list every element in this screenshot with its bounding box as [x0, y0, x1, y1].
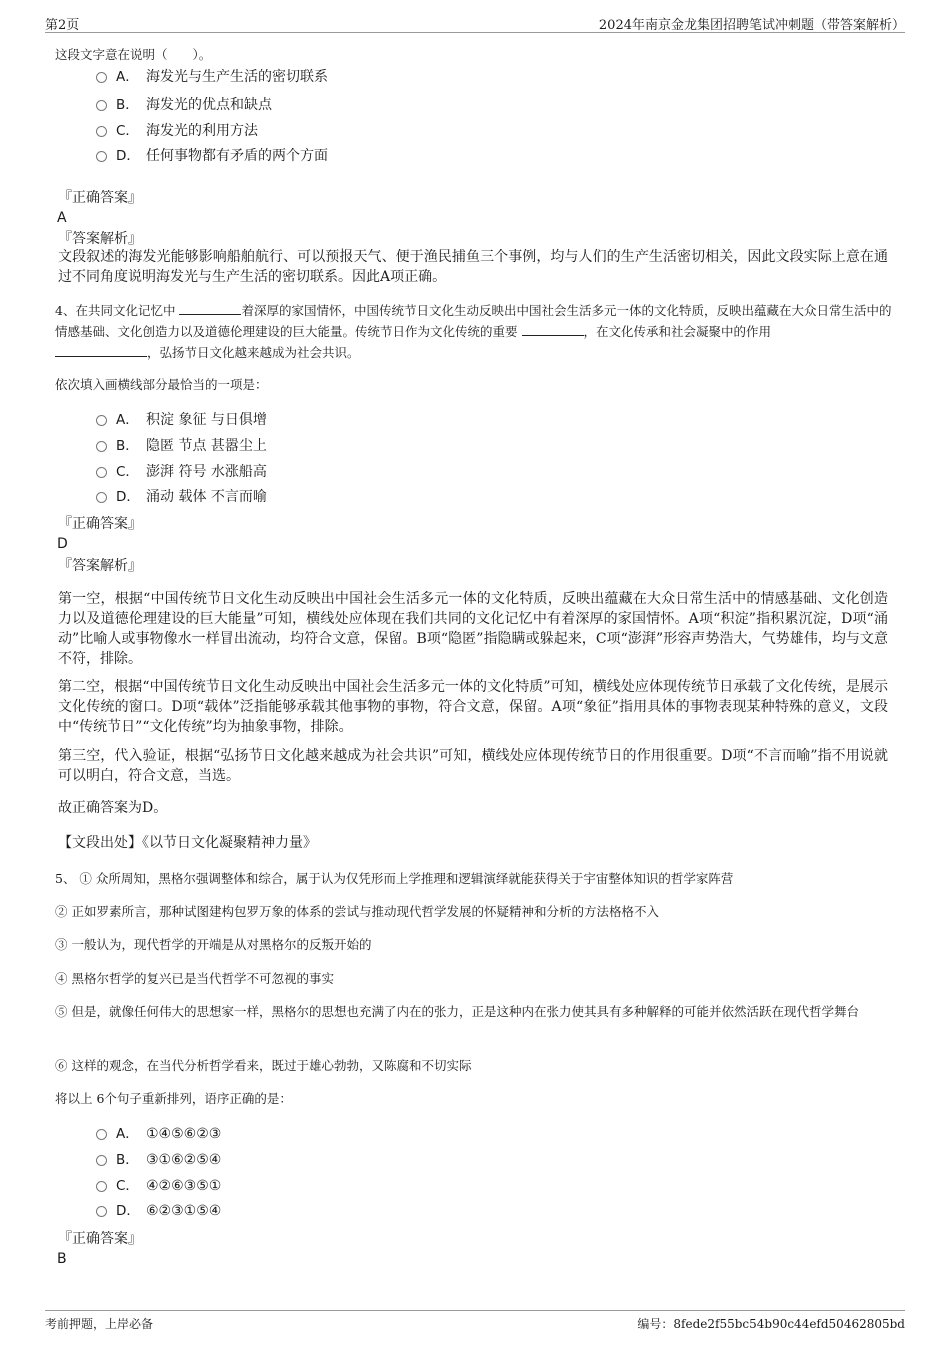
- q4-answer: D: [57, 536, 68, 552]
- q5-sentence-3: ③ 一般认为，现代哲学的开端是从对黑格尔的反叛开始的: [55, 937, 372, 952]
- q5-option-c[interactable]: C． ④②⑥③⑤①: [96, 1176, 221, 1196]
- radio-icon[interactable]: [96, 492, 107, 503]
- q3-option-a[interactable]: A． 海发光与生产生活的密切联系: [96, 67, 328, 87]
- q3-option-b[interactable]: B． 海发光的优点和缺点: [96, 95, 272, 115]
- radio-icon[interactable]: [96, 100, 107, 111]
- q4-stem: 4、在共同文化记忆中 着深厚的家国情怀，中国传统节日文化生动反映出中国社会生活多元一体的文化特质，反映出蕴藏在大众日常生活中的情感基础、文化创造力以及道德伦理建设的巨大能量。传统节日作为文化传统的重要 ，在文化传承和社会凝聚中的作用 ，弘扬节日文化越来越成为社会共识。: [55, 300, 895, 363]
- q3-option-c[interactable]: C． 海发光的利用方法: [96, 121, 258, 141]
- q4-source: 【文段出处】《以节日文化凝聚精神力量》: [58, 835, 317, 851]
- q5-option-b[interactable]: B． ③①⑥②⑤④: [96, 1150, 221, 1170]
- q4-option-b[interactable]: B． 隐匿 节点 甚嚣尘上: [96, 436, 267, 456]
- q4-option-c[interactable]: C． 澎湃 符号 水涨船高: [96, 462, 267, 482]
- q4-option-a[interactable]: A． 积淀 象征 与日俱增: [96, 410, 267, 430]
- q3-answer: A: [57, 210, 67, 226]
- q5-sentence-6: ⑥ 这样的观念，在当代分析哲学看来，既过于雄心勃勃，又陈腐和不切实际: [55, 1058, 472, 1073]
- q4-analysis-paragraph-1: 第一空，根据“中国传统节日文化生动反映出中国社会生活多元一体的文化特质，反映出蕴藏在大众日常生活中的情感基础、文化创造力以及道德伦理建设的巨大能量”可知，横线处应体现在我们共同的文化记忆中有着深厚的家国情怀。A项“积淀”指积累沉淀，D项“涌动”比喻人或事物像水一样冒出流动，均符合文意，保留。B项“隐匿”指隐瞒或躲起来，C项“澎湃”形容声势浩大，气势雄伟，均与文意不符，排除。: [58, 591, 888, 667]
- q5-sentence-5: ⑤ 但是，就像任何伟大的思想家一样，黑格尔的思想也充满了内在的张力，正是这种内在张力使其具有多种解释的可能并依然活跃在现代哲学舞台: [55, 1004, 859, 1019]
- q3-analysis: 文段叙述的海发光能够影响船舶航行、可以预报天气、便于渔民捕鱼三个事例，均与人们的生产生活密切相关，因此文段实际上意在通过不同角度说明海发光与生产生活的密切联系。因此A项正确。: [58, 249, 888, 285]
- blank-line: [522, 321, 584, 336]
- q4-analysis-paragraph-3: 第三空，代入验证，根据“弘扬节日文化越来越成为社会共识”可知，横线处应体现传统节日的作用很重要。D项“不言而喻”指不用说就可以明白，符合文意，当选。: [58, 748, 888, 784]
- document-title: 2024年南京金龙集团招聘笔试冲刺题（带答案解析）: [598, 18, 905, 33]
- q3-option-d[interactable]: D． 任何事物都有矛盾的两个方面: [96, 146, 328, 166]
- q4-analysis-paragraph-4: 故正确答案为D。: [58, 800, 168, 816]
- q5-sentence-4: ④ 黑格尔哲学的复兴已是当代哲学不可忽视的事实: [55, 971, 334, 986]
- radio-icon[interactable]: [96, 151, 107, 162]
- q4-option-d[interactable]: D． 涌动 载体 不言而喻: [96, 487, 267, 507]
- footer-slogan: 考前押题，上岸必备: [45, 1317, 154, 1331]
- radio-icon[interactable]: [96, 441, 107, 452]
- q3-answer-label: 『正确答案』: [58, 190, 142, 206]
- radio-icon[interactable]: [96, 1129, 107, 1140]
- radio-icon[interactable]: [96, 126, 107, 137]
- radio-icon[interactable]: [96, 1181, 107, 1192]
- page-header: [45, 10, 905, 33]
- q5-sentence-1: 5、 ① 众所周知，黑格尔强调整体和综合，属于认为仅凭形而上学推理和逻辑演绎就能获得关于宇宙整体知识的哲学家阵营: [55, 871, 734, 886]
- q5-answer-label: 『正确答案』: [58, 1231, 142, 1247]
- page-number: 第2页: [45, 18, 80, 33]
- radio-icon[interactable]: [96, 1155, 107, 1166]
- q4-answer-label: 『正确答案』: [58, 516, 142, 532]
- q3-stem: 这段文字意在说明（ ）。: [55, 47, 212, 62]
- q4-instruction: 依次填入画横线部分最恰当的一项是：: [55, 377, 268, 392]
- q4-analysis-label: 『答案解析』: [58, 558, 142, 574]
- radio-icon[interactable]: [96, 72, 107, 83]
- q5-instruction: 将以上 6个句子重新排列，语序正确的是：: [55, 1091, 292, 1106]
- q5-option-a[interactable]: A． ①④⑤⑥②③: [96, 1124, 221, 1144]
- q5-answer: B: [57, 1251, 67, 1267]
- document-id: 编号：8fede2f55bc54b90c44efd50462805bd: [637, 1317, 905, 1331]
- blank-line: [55, 342, 147, 357]
- radio-icon[interactable]: [96, 415, 107, 426]
- blank-line: [179, 300, 241, 315]
- q3-analysis-label: 『答案解析』: [58, 231, 142, 247]
- page-footer: [45, 1310, 905, 1337]
- q5-sentence-2: ② 正如罗素所言，那种试图建构包罗万象的体系的尝试与推动现代哲学发展的怀疑精神和分析的方法格格不入: [55, 904, 659, 919]
- q4-analysis-paragraph-2: 第二空，根据“中国传统节日文化生动反映出中国社会生活多元一体的文化特质”可知，横线处应体现传统节日承载了文化传统，是展示文化传统的窗口。D项“载体”泛指能够承载其他事物的事物，符合文意，保留。A项“象征”指用具体的事物表现某种特殊的意义，文段中“传统节日”“文化传统”均为抽象事物，排除。: [58, 679, 888, 735]
- radio-icon[interactable]: [96, 1206, 107, 1217]
- radio-icon[interactable]: [96, 467, 107, 478]
- q5-option-d[interactable]: D． ⑥②③①⑤④: [96, 1201, 221, 1221]
